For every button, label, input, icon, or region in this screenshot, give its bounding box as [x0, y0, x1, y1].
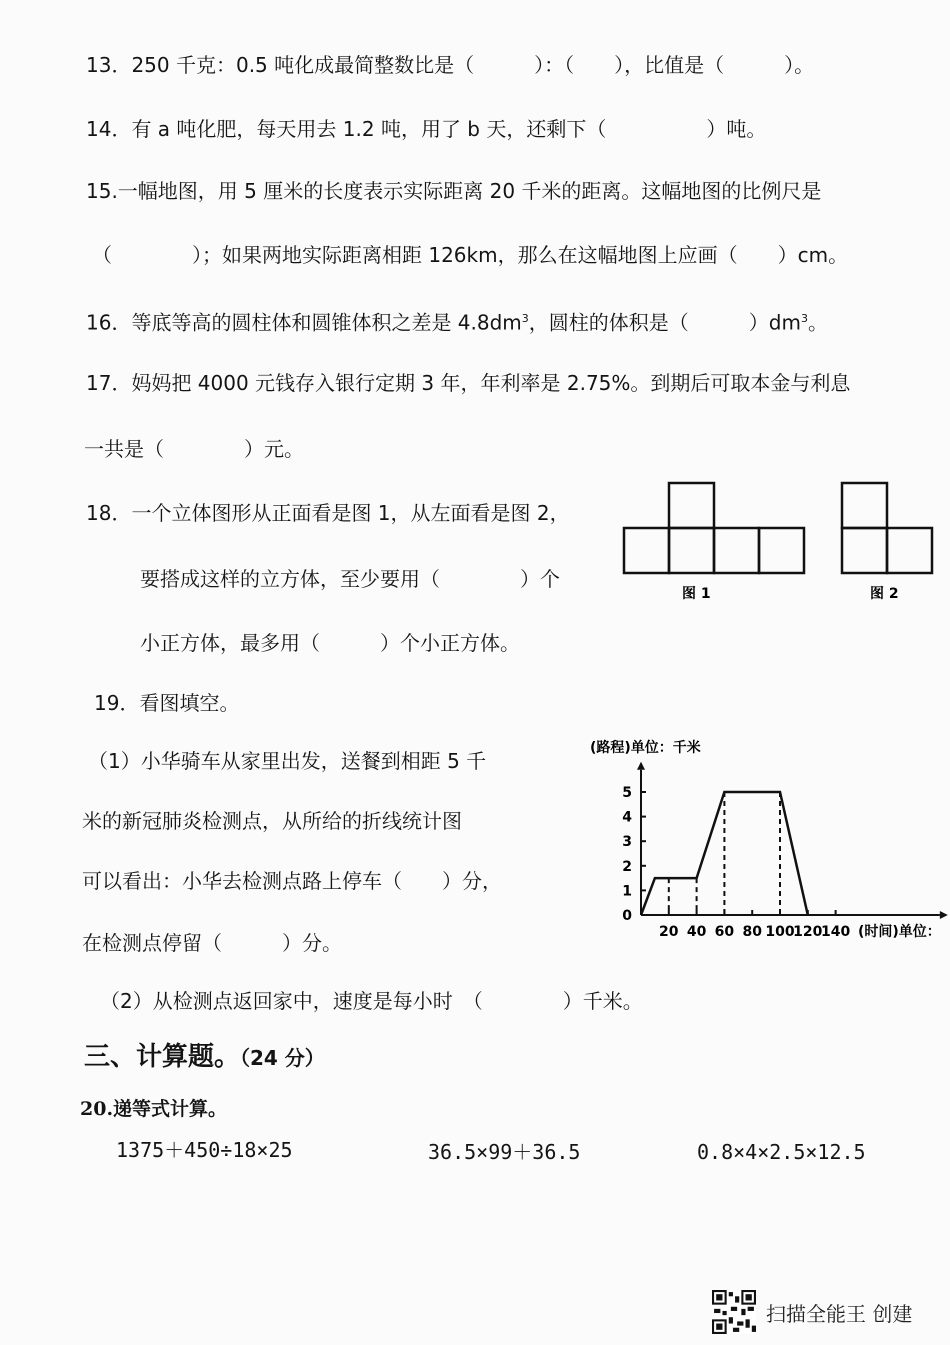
x-tick-label: 140: [820, 924, 851, 940]
question-18-line2: 要搭成这样的立方体，至少要用（ ）个: [140, 567, 560, 591]
x-tick-label: 60: [714, 924, 735, 940]
question-16-text-a: 16．等底等高的圆柱体和圆锥体积之差是 4.8dm: [86, 310, 522, 335]
question-16: [86, 306, 828, 336]
question-15-line1: 15.一幅地图，用 5 厘米的长度表示实际距离 20 千米的距离。这幅地图的比例尺是: [86, 179, 822, 203]
question-16-text-c: 。: [807, 310, 828, 335]
question-19-title: 19．看图填空。: [94, 691, 240, 715]
question-18-line3: 小正方体，最多用（ ）个小正方体。: [140, 631, 520, 655]
x-tick-label: 20: [659, 924, 679, 940]
question-16-text-b: ，圆柱的体积是（ ）dm: [528, 310, 801, 335]
figure-2-left-view: [836, 480, 936, 604]
distance-time-line-chart: [580, 730, 948, 945]
question-19-2: （2）从检测点返回家中，速度是每小时 （ ）千米。: [100, 989, 643, 1013]
x-axis-arrow: [940, 911, 948, 919]
question-18-line1: 18．一个立体图形从正面看是图 1，从左面看是图 2，: [86, 501, 570, 525]
y-tick-label: 5: [622, 785, 632, 801]
question-15-line2: （ ）；如果两地实际距离相距 126km，那么在这幅地图上应画（ ）cm。: [92, 243, 849, 267]
y-tick-label: 4: [622, 809, 632, 826]
figure-1-label: 图 1: [682, 586, 711, 602]
figure-1-front-view: [620, 480, 810, 604]
question-17-line2: 一共是（ ）元。: [84, 437, 304, 461]
section-3-title: 三、计算题。: [84, 1042, 241, 1072]
expression-1: 1375＋450÷18×25: [116, 1138, 293, 1162]
y-tick-label: 2: [622, 858, 632, 875]
expression-3: 0.8×4×2.5×12.5: [697, 1140, 866, 1164]
y-tick-label: 0: [622, 908, 632, 924]
y-tick-label: 1: [622, 883, 632, 900]
dm3-superscript-2: 3: [800, 312, 808, 325]
x-tick-label: 80: [742, 924, 762, 940]
question-20-title: 20.递等式计算。: [80, 1098, 228, 1120]
section-3-points: （24 分）: [240, 1046, 325, 1070]
question-17-line1: 17．妈妈把 4000 元钱存入银行定期 3 年，年利率是 2.75%。到期后可取本金与利息: [86, 371, 851, 395]
x-axis-label: (时间)单位：: [858, 924, 941, 940]
question-14: 14．有 a 吨化肥，每天用去 1.2 吨，用了 b 天，还剩下（ ）吨。: [86, 117, 767, 141]
y-axis-label: (路程)单位：千米: [590, 740, 701, 756]
question-13: 13．250 千克：0.5 吨化成最简整数比是（ ）：（ ），比值是（ ）。: [86, 53, 815, 77]
x-tick-label: 100: [765, 924, 795, 940]
y-tick-label: 3: [622, 834, 632, 851]
dm3-superscript-1: 3: [521, 312, 529, 325]
y-axis-arrow: [637, 762, 645, 770]
expression-2: 36.5×99＋36.5: [428, 1140, 581, 1164]
question-19-1-line4: 在检测点停留（ ）分。: [82, 931, 342, 955]
question-19-1-line3: 可以看出：小华去检测点路上停车（ ）分，: [82, 869, 502, 893]
footer-text: 扫描全能王 创建: [766, 1301, 913, 1326]
scanner-watermark: [712, 1290, 912, 1334]
figure-2-label: 图 2: [870, 586, 899, 602]
section-3-heading: [84, 1036, 325, 1073]
x-tick-label: 120: [793, 924, 823, 940]
qr-code-icon: [712, 1290, 756, 1334]
question-19-1-line1: （1）小华骑车从家里出发，送餐到相距 5 千: [88, 749, 487, 773]
x-tick-label: 40: [686, 924, 707, 940]
question-19-1-line2: 米的新冠肺炎检测点，从所给的折线统计图: [82, 809, 462, 833]
